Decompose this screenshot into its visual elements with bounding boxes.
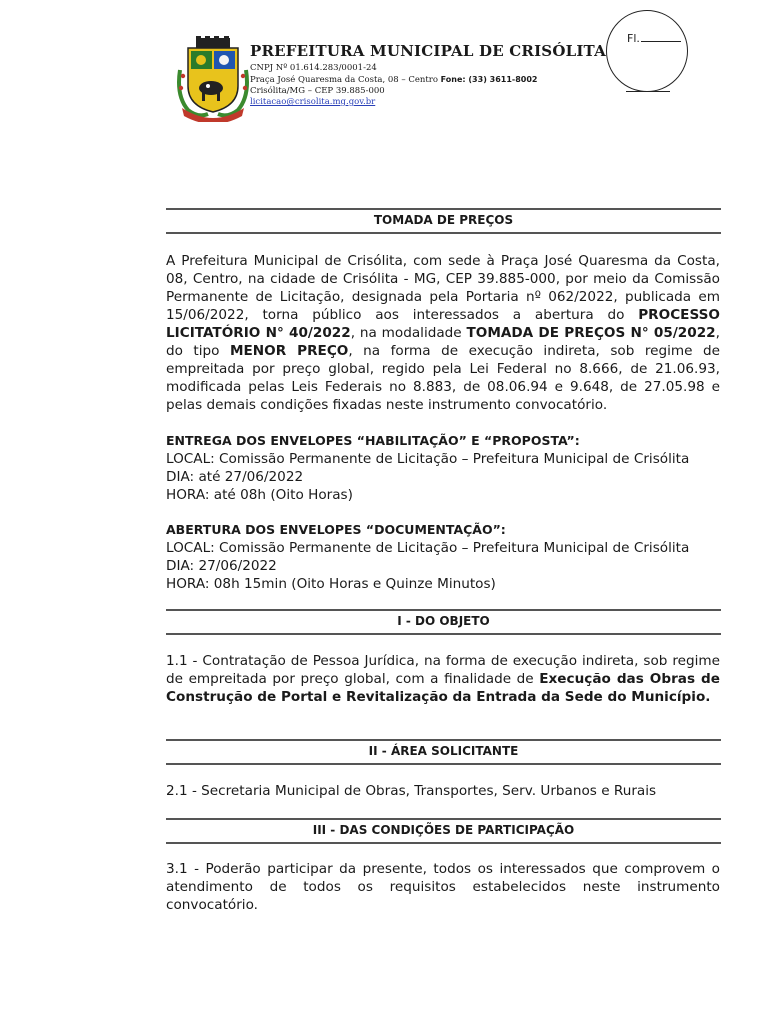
envelope-opening-section: [166, 521, 722, 593]
folio-label: Fl.: [627, 32, 681, 45]
municipal-coat-of-arms-icon: [174, 36, 252, 122]
section-1-text: 1.1 - Contratação de Pessoa Jurídica, na forma de execução indireta, sob regime de empreitada por preço global, com a finalidade de Execução das Obras de Construção de Portal e Revitalização da Entrada da Sede do Município.: [166, 653, 721, 705]
document-title: TOMADA DE PREÇOS: [166, 208, 721, 234]
phone-text: Fone: (33) 3611-8002: [440, 75, 538, 84]
opening-day: DIA: 27/06/2022: [166, 558, 277, 574]
section-3-text: 3.1 - Poderão participar da presente, todos os interessados que comprovem o atendimento de todos os requisitos estabelecidos neste instrumento convocatório.: [166, 861, 720, 913]
prefecture-title: PREFEITURA MUNICIPAL DE CRISÓLITA: [250, 42, 606, 60]
folio-stamp: [606, 10, 688, 92]
section-2-text: 2.1 - Secretaria Municipal de Obras, Transportes, Serv. Urbanos e Rurais: [166, 783, 657, 799]
delivery-hour: HORA: até 08h (Oito Horas): [166, 487, 353, 503]
opening-local: LOCAL: Comissão Permanente de Licitação – Prefeitura Municipal de Crisólita: [166, 540, 690, 556]
opening-heading: ABERTURA DOS ENVELOPES “DOCUMENTAÇÃO”:: [166, 522, 506, 537]
section-1-title: I - DO OBJETO: [166, 609, 721, 635]
section-2-title: II - ÁREA SOLICITANTE: [166, 739, 721, 765]
folio-signature-line: [626, 91, 670, 92]
intro-paragraph: A Prefeitura Municipal de Crisólita, com sede à Praça José Quaresma da Costa, 08, Centro, na cidade de Crisólita - MG, CEP 39.885-000, por meio da Comissão Permanente de Licitação, designada pela Portaria nº 062/2022, publicada em 15/06/2022, torna público aos interessados a abertura do PROCESSO LICITATÓRIO N° 40/2022, na modalidade TOMADA DE PREÇOS N° 05/2022, do tipo MENOR PREÇO, na forma de execução indireta, sob regime de empreitada por preço global, regido pela Lei Federal no 8.666, de 21.06.93, modificada pelas Leis Federais no 8.883, de 08.06.94 e 9.648, de 27.05.98 e pelas demais condições fixadas neste instrumento convocatório.: [166, 253, 721, 413]
opening-hour: HORA: 08h 15min (Oito Horas e Quinze Minutos): [166, 576, 496, 592]
email-link[interactable]: licitacao@crisolita.mg.gov.br: [250, 97, 376, 107]
delivery-heading: ENTREGA DOS ENVELOPES “HABILITAÇÃO” E “PROPOSTA”:: [166, 433, 580, 448]
delivery-local: LOCAL: Comissão Permanente de Licitação – Prefeitura Municipal de Crisólita: [166, 451, 690, 467]
envelope-delivery-section: [166, 432, 722, 504]
address-text: Praça José Quaresma da Costa, 08 – Centro: [250, 75, 438, 85]
cnpj-line: CNPJ Nº 01.614.283/0001-24: [250, 63, 377, 73]
section-3-title: III - DAS CONDIÇÕES DE PARTICIPAÇÃO: [166, 818, 721, 844]
address-line: [250, 75, 537, 85]
delivery-day: DIA: até 27/06/2022: [166, 469, 304, 485]
city-line: Crisólita/MG – CEP 39.885-000: [250, 86, 385, 96]
